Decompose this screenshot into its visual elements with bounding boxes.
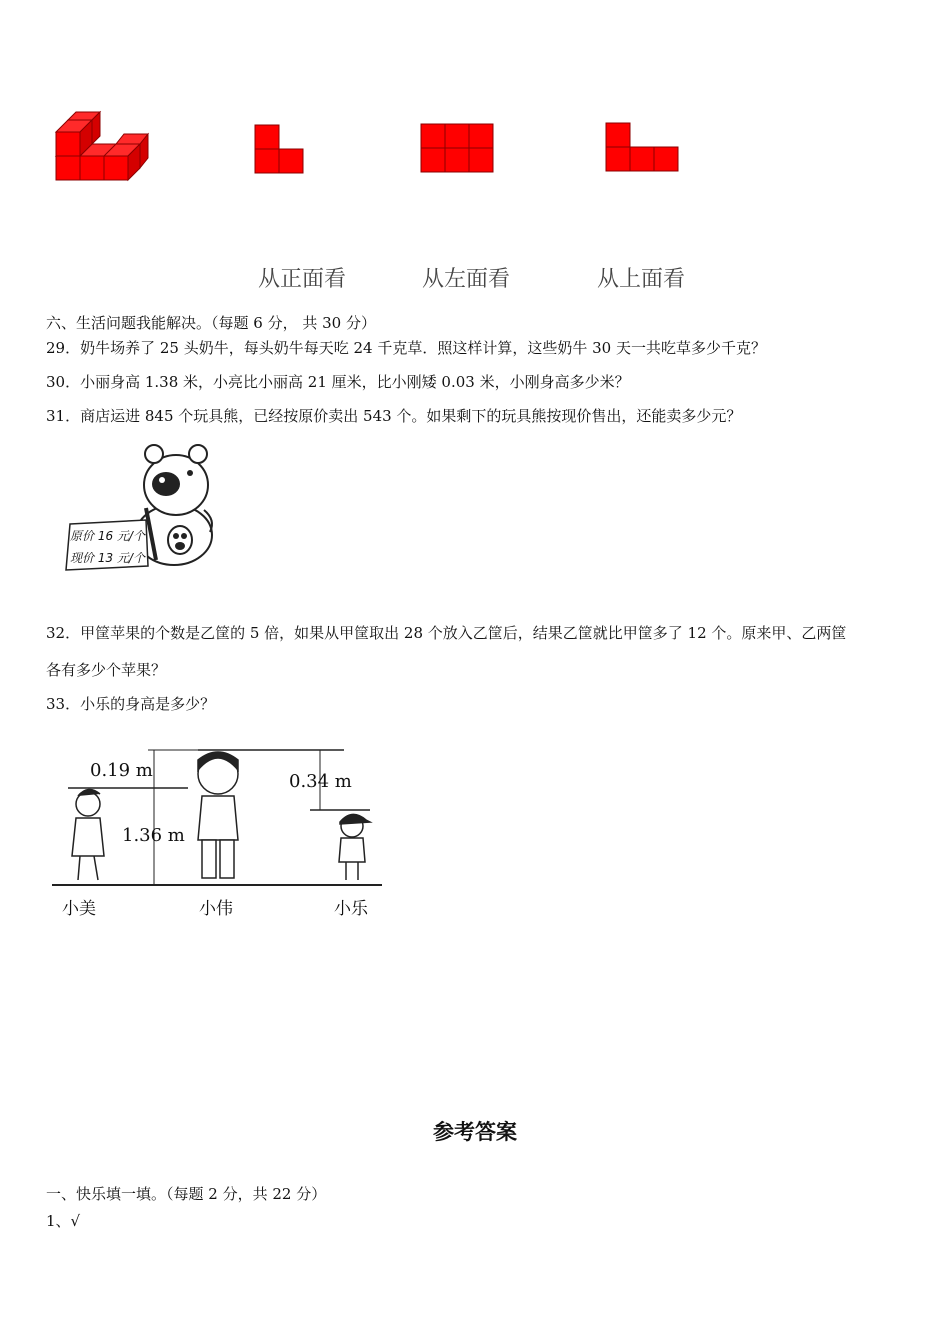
question-29: 29．奶牛场养了 25 头奶牛，每头奶牛每天吃 24 千克草．照这样计算，这些奶牛 30 天一共吃草多少千克？ [46, 339, 766, 357]
bear-current-price: 现价 13 元/个 [70, 551, 145, 565]
boy-xiaowei [198, 752, 238, 878]
top-view-figure [605, 122, 681, 174]
cube-solid-figure [52, 108, 152, 184]
bear-original-price: 原价 16 元/个 [70, 529, 145, 543]
question-32-line2: 各有多少个苹果？ [46, 661, 167, 679]
question-33: 33．小乐的身高是多少？ [46, 695, 216, 713]
top-view-label: 从上面看 [597, 267, 686, 292]
name-xiaowei: 小伟 [199, 899, 233, 919]
front-view-label: 从正面看 [258, 267, 347, 292]
label-1-36m: 1.36 m [122, 825, 185, 846]
cube-bottom-row [56, 156, 128, 180]
question-30: 30．小丽身高 1.38 米，小亮比小丽高 21 厘米，比小刚矮 0.03 米，小刚身高多少米？ [46, 373, 630, 391]
girl-xiaomei [72, 789, 104, 880]
question-32-line1: 32．甲筐苹果的个数是乙筐的 5 倍，如果从甲筐取出 28 个放入乙筐后，结果乙筐就比甲筐多了 12 个。原来甲、乙两筐 [46, 624, 847, 642]
answers-title: 参考答案 [433, 1120, 517, 1144]
answer-1: 1、√ [46, 1212, 81, 1230]
name-xiaomei: 小美 [62, 899, 96, 919]
question-31: 31．商店运进 845 个玩具熊，已经按原价卖出 543 个。如果剩下的玩具熊按现价售出，还能卖多少元？ [46, 407, 742, 425]
section6-heading: 六、生活问题我能解决。（每题 6 分， 共 30 分） [46, 314, 376, 332]
left-view-figure [420, 123, 496, 175]
label-0-19m: 0.19 m [90, 760, 153, 781]
name-xiaole: 小乐 [334, 899, 368, 919]
answers-section1-heading: 一、快乐填一填。（每题 2 分，共 22 分） [46, 1185, 327, 1203]
front-view-figure [254, 124, 306, 176]
boy-xiaole [339, 814, 370, 880]
left-view-label: 从左面看 [422, 267, 511, 292]
label-0-34m: 0.34 m [289, 771, 352, 792]
